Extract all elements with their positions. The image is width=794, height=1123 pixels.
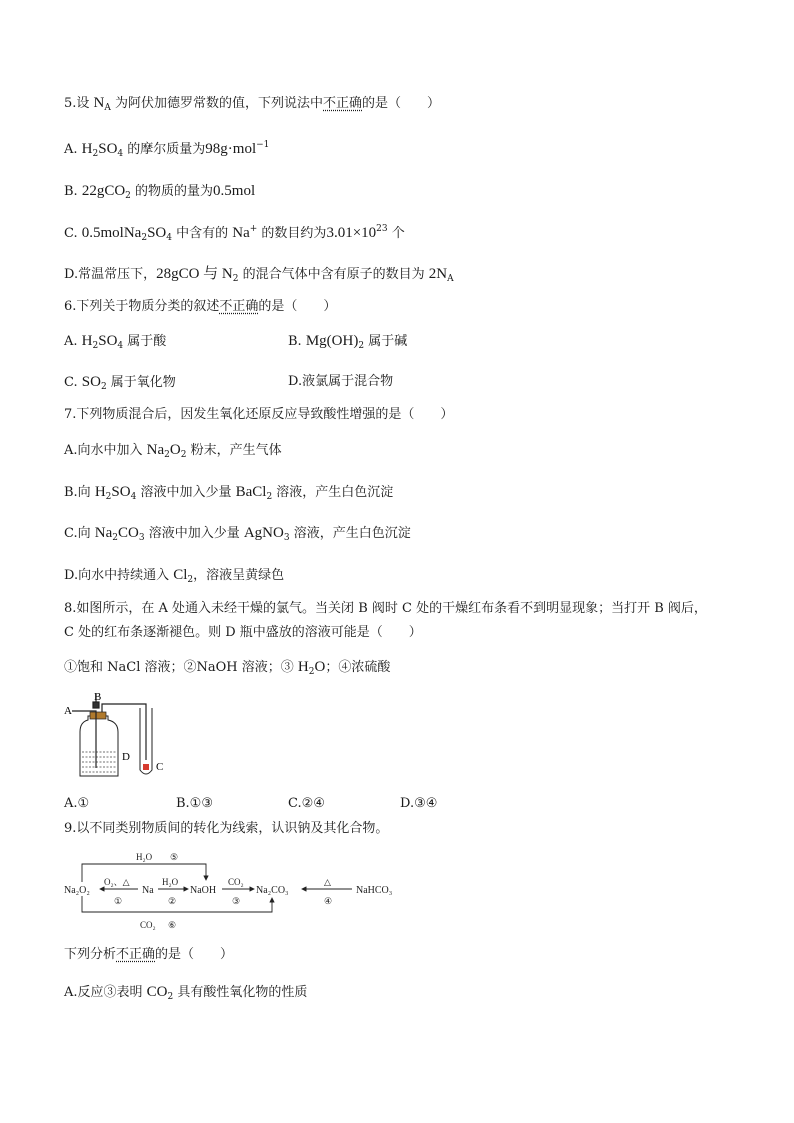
arrow-5 bbox=[82, 864, 206, 882]
q6-option-b: B. $Mg(OH)_2$ 属于碱 bbox=[288, 333, 408, 351]
r2-num: ② bbox=[168, 896, 177, 906]
q8-option-a: A.① bbox=[64, 796, 90, 811]
arrow-6 bbox=[82, 896, 272, 912]
r2-cond: H₂O bbox=[162, 877, 179, 887]
r4-cond: △ bbox=[324, 877, 331, 887]
q7-option-c: C.向 $Na_2CO_3$ 溶液中加入少量 AgNO$_3$ 溶液，产生白色沉淀 bbox=[64, 525, 411, 543]
node-nahco3: NaHCO₃ bbox=[356, 885, 393, 896]
q6-option-d: D.液氯属于混合物 bbox=[288, 374, 394, 389]
node-naoh: NaOH bbox=[190, 885, 217, 896]
q5-option-a: A. $H_2SO_4$ 的摩尔质量为98g·mol$^{-1}$ bbox=[64, 140, 270, 159]
q9-stem: 9.以不同类别物质间的转化为线索，认识钠及其化合物。 bbox=[64, 821, 389, 836]
q8-option-d: D.③④ bbox=[400, 796, 438, 811]
gas-washing-apparatus-figure bbox=[64, 690, 174, 782]
node-na: Na bbox=[142, 885, 154, 896]
q7-option-b: B.向 $H_2SO_4$ 溶液中加入少量 BaCl$_2$ 溶液，产生白色沉淀 bbox=[64, 484, 394, 502]
q5-stem: 5.设 $N_A$ 为阿伏加德罗常数的值，下列说法中不正确的是（ ） bbox=[64, 95, 441, 113]
q8-stem-line2: C 处的红布条逐渐褪色。则 D 瓶中盛放的溶液可能是（ ） bbox=[64, 625, 422, 640]
node-na2o2: Na₂O₂ bbox=[64, 885, 90, 896]
node-na2co3: Na₂CO₃ bbox=[256, 885, 289, 896]
stopper bbox=[90, 712, 106, 719]
r1-num: ① bbox=[114, 896, 123, 906]
r6-num: ⑥ bbox=[168, 920, 177, 930]
q5-option-d: D.常温常压下，28gCO 与 $N_2$ 的混合气体中含有原子的数目为 $2N_A$ bbox=[64, 266, 454, 284]
q7-option-a: A.向水中加入 $Na_2O_2$ 粉末，产生气体 bbox=[64, 442, 282, 460]
q8-choices: ①饱和 NaCl 溶液；②NaOH 溶液；③ $H_2O$；④浓硫酸 bbox=[64, 659, 391, 677]
r1-cond: O₂、△ bbox=[104, 877, 130, 887]
liquid-in-bottle bbox=[82, 752, 116, 772]
r5-num: ⑤ bbox=[170, 852, 179, 862]
q6-option-c: C. $SO_2$ 属于氧化物 bbox=[64, 374, 176, 392]
q7-stem: 7.下列物质混合后，因发生氧化还原反应导致酸性增强的是（ ） bbox=[64, 407, 454, 422]
label-c: C bbox=[156, 761, 164, 773]
r6-cond: CO₂ bbox=[140, 920, 156, 930]
label-b: B bbox=[94, 691, 102, 703]
emphasis-not-correct: 不正确 bbox=[219, 299, 259, 314]
q8-option-c: C.②④ bbox=[288, 796, 325, 811]
r3-cond: CO₂ bbox=[228, 877, 244, 887]
q9-sub-stem: 下列分析不正确的是（ ） bbox=[64, 947, 234, 962]
q6-option-a: A. $H_2SO_4$ 属于酸 bbox=[64, 333, 167, 351]
q7-option-d: D.向水中持续通入 $Cl_2$，溶液呈黄绿色 bbox=[64, 567, 285, 585]
sodium-conversion-diagram bbox=[62, 846, 442, 932]
q8-option-b: B.①③ bbox=[176, 796, 213, 811]
emphasis-not-correct: 不正确 bbox=[323, 96, 363, 111]
q5-option-c: C. $0.5molNa_2SO_4$ 中含有的 Na+ 的数目约为$3.01\times 10^{23}$ 个 bbox=[64, 224, 405, 243]
r3-num: ③ bbox=[232, 896, 241, 906]
q5-option-b: B. 22gCO$_2$ 的物质的量为0.5mol bbox=[64, 183, 256, 201]
q9-option-a: A.反应③表明 $CO_2$ 具有酸性氧化物的性质 bbox=[64, 984, 308, 1002]
r4-num: ④ bbox=[324, 896, 333, 906]
q8-stem-line1: 8.如图所示，在 A 处通入未经干燥的氯气。当关闭 B 阀时 C 处的干燥红布条看不到明显现象；当打开 B 阀后， bbox=[64, 601, 707, 616]
label-a: A bbox=[64, 705, 72, 717]
emphasis-not-correct: 不正确 bbox=[116, 947, 156, 962]
r5-cond: H₂O bbox=[136, 852, 153, 862]
label-d: D bbox=[122, 751, 130, 763]
q6-stem: 6.下列关于物质分类的叙述不正确的是（ ） bbox=[64, 299, 337, 314]
red-cloth-strip bbox=[143, 764, 149, 770]
